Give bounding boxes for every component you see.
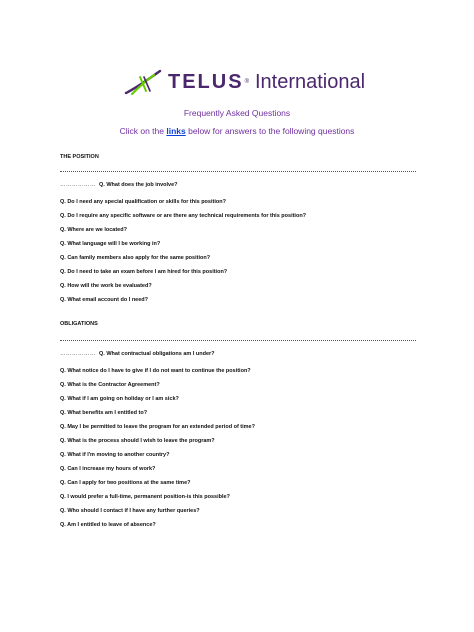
faq-question[interactable]: Q. Can I increase my hours of work?: [60, 466, 156, 472]
instructions-after: below for answers to the following questions: [185, 126, 355, 136]
faq-question[interactable]: Q. What is the process should I wish to leave the program?: [60, 438, 215, 444]
faq-question[interactable]: Q. Can family members also apply for the same position?: [60, 255, 211, 261]
registered-mark: ®: [244, 79, 249, 85]
faq-question[interactable]: Q. Do I need any special qualification or skills for this position?: [60, 199, 226, 205]
faq-question[interactable]: [60, 351, 215, 357]
telus-international-logo: [124, 66, 365, 98]
faq-question[interactable]: Q. Do I need to take an exam before I am hired for this position?: [60, 269, 228, 275]
faq-question[interactable]: Q. May I be permitted to leave the program for an extended period of time?: [60, 424, 255, 430]
faq-question[interactable]: Q. What if I'm moving to another country?: [60, 452, 170, 458]
position-section-heading: THE POSITION: [60, 154, 99, 160]
question-text: Q. What contractual obligations am I under?: [99, 351, 215, 357]
faq-question[interactable]: [60, 182, 178, 188]
faq-question[interactable]: Q. Am I entitled to leave of absence?: [60, 522, 156, 528]
question-text: Q. What does the job involve?: [99, 182, 178, 188]
faq-question[interactable]: Q. What language will I be working in?: [60, 241, 161, 247]
question-dots: ………………: [60, 351, 96, 357]
faq-question[interactable]: Q. What email account do I need?: [60, 297, 149, 303]
faq-question[interactable]: Q. What benefits am I entitled to?: [60, 410, 148, 416]
links-link[interactable]: links: [166, 126, 186, 136]
faq-question[interactable]: Q. Who should I contact if I have any further queries?: [60, 508, 200, 514]
faq-question[interactable]: Q. Can I apply for two positions at the same time?: [60, 480, 191, 486]
telus-swoosh-icon: [124, 67, 162, 97]
faq-question[interactable]: Q. What notice do I have to give if I do not want to continue the position?: [60, 368, 251, 374]
section-divider: [60, 340, 416, 341]
instructions-line: [0, 126, 474, 136]
question-dots: ………………: [60, 182, 96, 188]
instructions-before: Click on the: [119, 126, 167, 136]
faq-question[interactable]: Q. What if I am going on holiday or I am sick?: [60, 396, 179, 402]
faq-question[interactable]: Q. I would prefer a full-time, permanent position-is this possible?: [60, 494, 230, 500]
logo-suffix-text: International: [254, 70, 366, 93]
page-title: Frequently Asked Questions: [183, 108, 291, 118]
faq-question[interactable]: Q. How will the work be evaluated?: [60, 283, 152, 289]
section-divider: [60, 171, 416, 172]
faq-question[interactable]: Q. Where are we located?: [60, 227, 127, 233]
faq-question[interactable]: Q. What is the Contractor Agreement?: [60, 382, 160, 388]
faq-question[interactable]: Q. Do I require any specific software or are there any technical requirements for this position?: [60, 213, 307, 219]
logo-brand-text: TELUS: [168, 70, 244, 93]
obligations-section-heading: OBLIGATIONS: [60, 321, 98, 327]
